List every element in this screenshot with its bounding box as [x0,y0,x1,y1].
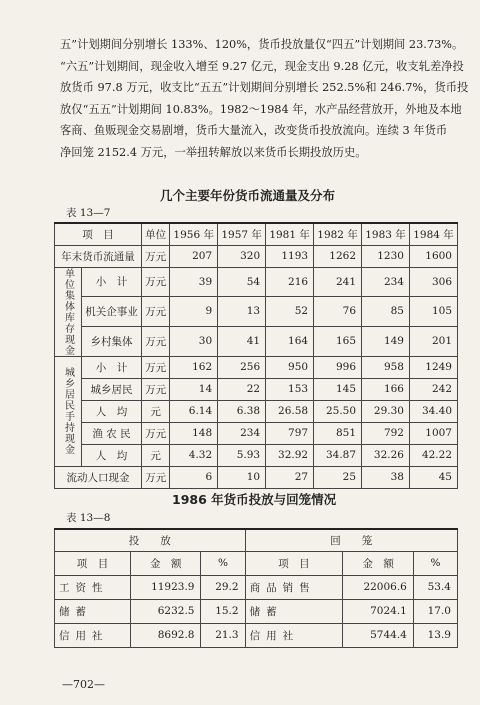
cell-value: 85 [362,297,410,327]
row-item: 小 计 [82,267,142,297]
cell-value: 27 [266,466,314,488]
cell-value: 34.40 [409,400,457,422]
cell-value: 1230 [362,245,410,267]
cell-value: 30 [170,326,218,356]
cell-value: 797 [266,422,314,444]
cell-value: 45 [409,466,457,488]
table-row [55,267,458,297]
issue-amount: 11923.9 [130,575,201,599]
table-row [55,400,458,422]
cell-value: 105 [409,297,457,327]
return-item: 商品销售 [245,575,343,599]
return-item: 信用社 [245,623,343,647]
cell-value: 1193 [266,245,314,267]
cell-value: 4.32 [170,444,218,466]
cell-value: 145 [314,378,362,400]
row-item: 机关企事业 [82,297,142,327]
cell-value: 54 [218,267,266,297]
row-unit: 万元 [141,245,169,267]
row-unit: 万元 [141,356,169,378]
table-row [55,623,458,647]
cell-value: 149 [362,326,410,356]
group-header-return: 回 笼 [245,529,457,551]
issue-amount: 8692.8 [130,623,201,647]
cell-value: 52 [266,297,314,327]
cell-value: 5.93 [218,444,266,466]
group-label-resident-cash: 城乡居民手持现金 [55,356,82,466]
row-unit: 元 [141,444,169,466]
row-item: 人 均 [82,400,142,422]
cell-value: 1600 [409,245,457,267]
cell-value: 216 [266,267,314,297]
cell-value: 320 [218,245,266,267]
cell-value: 162 [170,356,218,378]
row-unit: 万元 [141,378,169,400]
cell-value: 34.87 [314,444,362,466]
cell-value: 14 [170,378,218,400]
cell-value: 13 [218,297,266,327]
issue-item: 工资性 [55,575,131,599]
cell-value: 958 [362,356,410,378]
cell-value: 29.30 [362,400,410,422]
table-group-header-row [55,529,458,551]
issue-percent: 15.2 [201,599,245,623]
cell-value: 306 [409,267,457,297]
header-percent: % [201,551,245,575]
table-row [55,599,458,623]
header-amount: 金 额 [343,551,414,575]
cell-value: 1007 [409,422,457,444]
issue-percent: 21.3 [201,623,245,647]
row-unit: 万元 [141,267,169,297]
cell-value: 76 [314,297,362,327]
return-percent: 53.4 [413,575,457,599]
row-item: 流动人口现金 [55,466,142,488]
paragraph-line: 客商、鱼贩现金交易剧增，货币大量流入，改变货币投放流向。连续 3 年货币 [60,124,448,137]
page-number: —702— [62,678,105,691]
return-amount: 22006.6 [343,575,414,599]
row-item: 人 均 [82,444,142,466]
table2-caption: 1986 年货币投放与回笼情况 [172,492,337,507]
paragraph-line: “六五”计划期间，现金收入增至 9.27 亿元，现金支出 9.28 亿元，收支轧差净投 [60,59,464,73]
cell-value: 996 [314,356,362,378]
table-row [55,575,458,599]
header-year: 1956 年 [170,223,218,245]
cell-value: 6 [170,466,218,488]
header-year: 1981 年 [266,223,314,245]
cell-value: 165 [314,326,362,356]
row-item: 小 计 [82,356,142,378]
row-unit: 万元 [141,297,169,327]
header-percent: % [413,551,457,575]
header-year: 1982 年 [314,223,362,245]
header-amount: 金 额 [130,551,201,575]
cell-value: 950 [266,356,314,378]
cell-value: 851 [314,422,362,444]
currency-issue-return-table [54,528,458,648]
cell-value: 38 [362,466,410,488]
table-row [55,297,458,327]
cell-value: 22 [218,378,266,400]
cell-value: 25 [314,466,362,488]
issue-amount: 6232.5 [130,599,201,623]
header-year: 1957 年 [218,223,266,245]
header-year: 1984 年 [409,223,457,245]
header-item: 项 目 [55,223,142,245]
table-row [55,444,458,466]
row-unit: 元 [141,400,169,422]
cell-value: 32.26 [362,444,410,466]
cell-value: 256 [218,356,266,378]
cell-value: 792 [362,422,410,444]
group-header-issue: 投 放 [55,529,246,551]
cell-value: 241 [314,267,362,297]
table2-label: 表 13—8 [66,512,111,524]
return-percent: 17.0 [413,599,457,623]
header-year: 1983 年 [362,223,410,245]
row-item: 年末货币流通量 [55,245,142,267]
table-header-row [55,551,458,575]
cell-value: 39 [170,267,218,297]
currency-circulation-table [54,222,458,489]
cell-value: 41 [218,326,266,356]
row-unit: 万元 [141,326,169,356]
return-amount: 7024.1 [343,599,414,623]
group-label-unit-cash: 单位集体库存现金 [55,267,82,356]
table-row [55,422,458,444]
cell-value: 42.22 [409,444,457,466]
cell-value: 6.38 [218,400,266,422]
table-row [55,466,458,488]
issue-item: 储蓄 [55,599,131,623]
cell-value: 26.58 [266,400,314,422]
cell-value: 207 [170,245,218,267]
table-row [55,245,458,267]
cell-value: 6.14 [170,400,218,422]
cell-value: 1262 [314,245,362,267]
row-item: 乡村集体 [82,326,142,356]
table-header-row [55,223,458,245]
row-unit: 万元 [141,422,169,444]
table1-caption: 几个主要年份货币流通量及分布 [160,188,336,203]
row-unit: 万元 [141,466,169,488]
row-item: 渔 农 民 [82,422,142,444]
cell-value: 10 [218,466,266,488]
cell-value: 9 [170,297,218,327]
return-amount: 5744.4 [343,623,414,647]
table-row [55,378,458,400]
cell-value: 234 [218,422,266,444]
row-item: 城乡居民 [82,378,142,400]
header-unit: 单位 [141,223,169,245]
return-percent: 13.9 [413,623,457,647]
cell-value: 164 [266,326,314,356]
header-item: 项 目 [245,551,343,575]
return-item: 储蓄 [245,599,343,623]
cell-value: 242 [409,378,457,400]
cell-value: 234 [362,267,410,297]
cell-value: 153 [266,378,314,400]
table1-label: 表 13—7 [66,207,111,219]
issue-item: 信用社 [55,623,131,647]
table-row [55,356,458,378]
header-item: 项 目 [55,551,131,575]
body-paragraph [60,34,469,163]
table-row [55,326,458,356]
cell-value: 1249 [409,356,457,378]
cell-value: 201 [409,326,457,356]
cell-value: 32.92 [266,444,314,466]
paragraph-line: 五”计划期间分别增长 133%、120%，货币投放量仅“四五”计划期间 23.73%。 [60,38,464,51]
paragraph-line: 放货币 97.8 万元，收支比“五五”计划期间分别增长 252.5%和 246.7%，货币投 [60,81,469,94]
issue-percent: 29.2 [201,575,245,599]
cell-value: 166 [362,378,410,400]
paragraph-line: 净回笼 2152.4 万元，一举扭转解放以来货币长期投放历史。 [60,145,367,159]
paragraph-line: 放仅“五五”计划期间 10.83%。1982～1984 年，水产品经营放开，外地及本地 [60,102,462,116]
cell-value: 148 [170,422,218,444]
cell-value: 25.50 [314,400,362,422]
